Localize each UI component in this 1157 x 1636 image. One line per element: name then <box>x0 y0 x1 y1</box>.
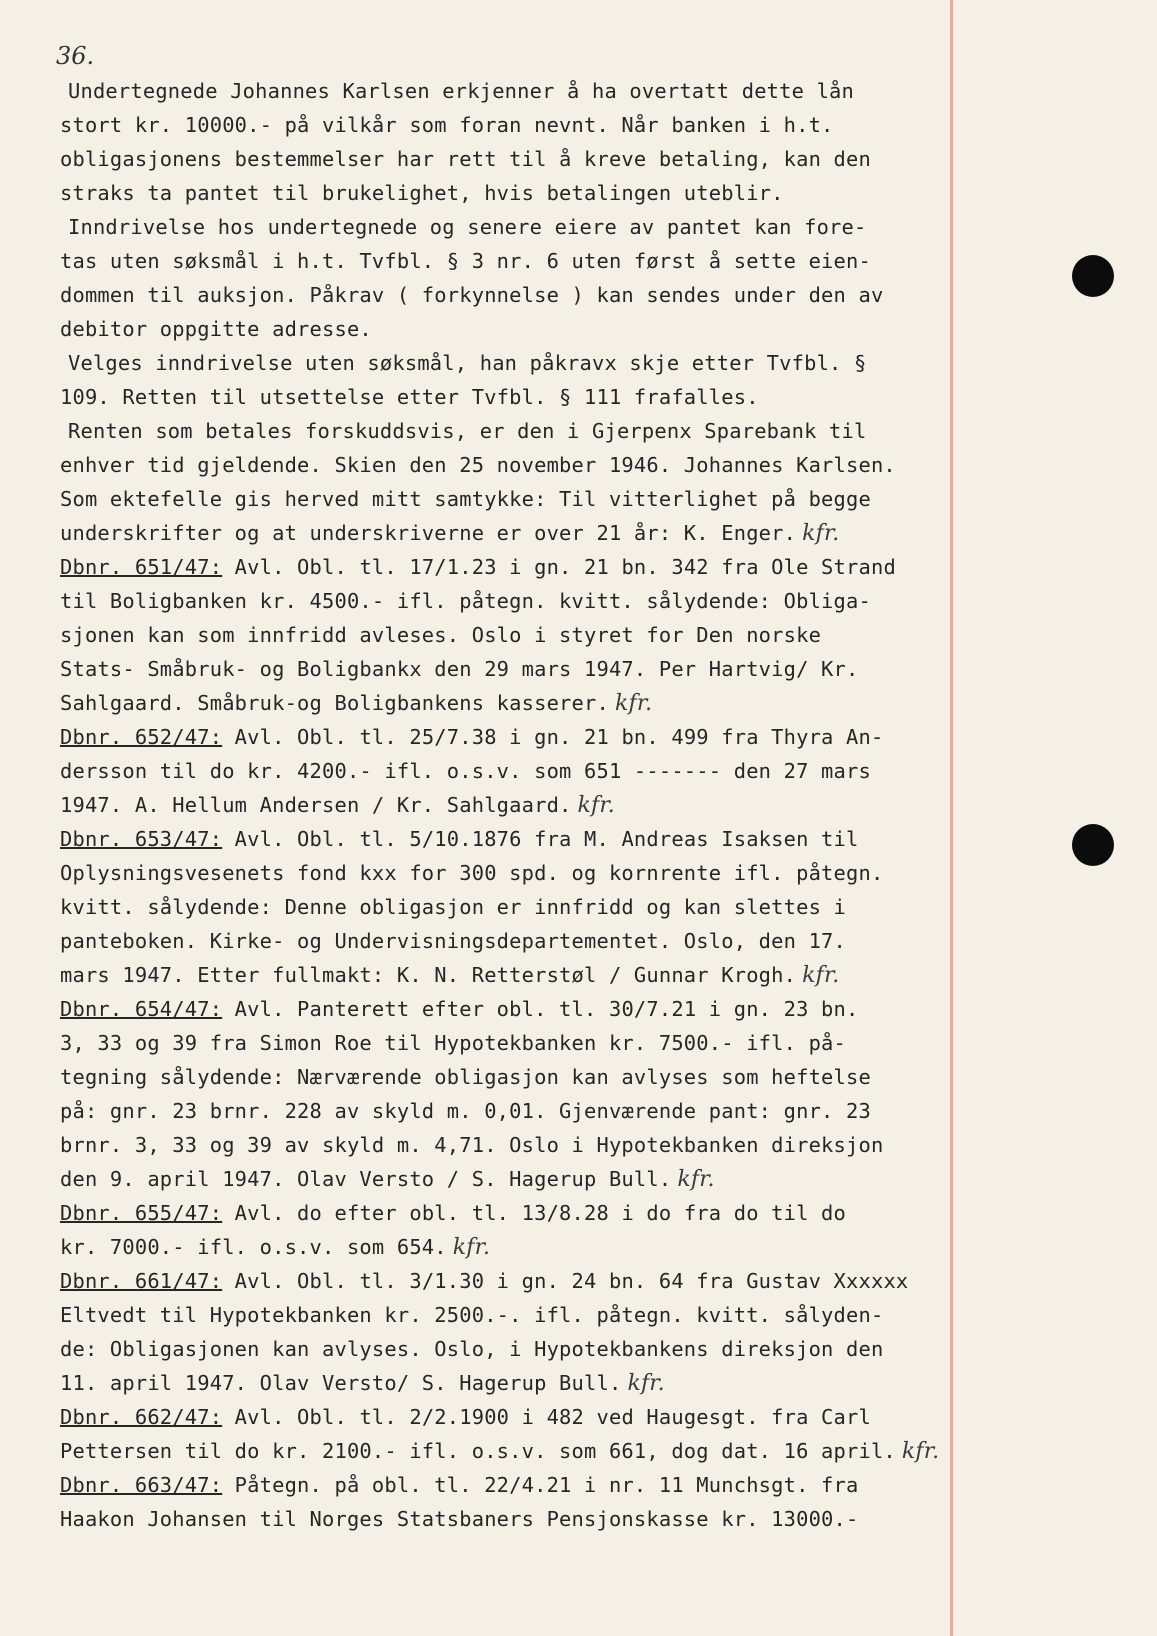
text-span: Avl. Obl. tl. 2/2.1900 i 482 ved Haugesgt. fra Carl <box>222 1405 871 1429</box>
text-line: de: Obligasjonen kan avlyses. Oslo, i Hypotekbankens direksjon den <box>60 1337 884 1361</box>
handwritten-initials: kfr. <box>627 1371 665 1396</box>
text-line: Stats- Småbruk- og Boligbankx den 29 mars 1947. Per Hartvig/ Kr. <box>60 657 859 681</box>
entry-line <box>60 1196 980 1230</box>
text-line: straks ta pantet til brukelighet, hvis betalingen uteblir. <box>60 181 784 205</box>
text-line: på: gnr. 23 brnr. 228 av skyld m. 0,01. Gjenværende pant: gnr. 23 <box>60 1099 871 1123</box>
page-number: 36. <box>56 42 95 70</box>
entry-number: Dbnr. 655/47: <box>60 1201 223 1225</box>
text-line: Haakon Johansen til Norges Statsbaners Pensjonskasse kr. 13000.- <box>60 1507 859 1531</box>
text-line: sjonen kan som innfridd avleses. Oslo i styret for Den norske <box>60 623 822 647</box>
handwritten-initials: kfr. <box>901 1439 940 1464</box>
text-span: kr. 7000.- ifl. o.s.v. som 654. <box>60 1235 447 1259</box>
entry-line <box>60 1400 980 1434</box>
text-span: 11. april 1947. Olav Versto/ S. Hagerup Bull. <box>60 1371 622 1395</box>
entry-number: Dbnr. 661/47: <box>60 1269 223 1293</box>
text-span: Avl. Obl. tl. 5/10.1876 fra M. Andreas Isaksen til <box>222 827 859 851</box>
entry-number: Dbnr. 653/47: <box>60 827 223 851</box>
handwritten-initials: kfr. <box>614 691 653 716</box>
text-line: til Boligbanken kr. 4500.- ifl. påtegn. kvitt. sålydende: Obliga- <box>60 589 871 613</box>
punch-hole <box>1072 824 1114 866</box>
text-line: 109. Retten til utsettelse etter Tvfbl. § 111 frafalles. <box>60 385 759 409</box>
entry-number: Dbnr. 652/47: <box>60 725 223 749</box>
entry-number: Dbnr. 651/47: <box>60 555 223 579</box>
entry-number: Dbnr. 662/47: <box>60 1405 223 1429</box>
text-span: 1947. A. Hellum Andersen / Kr. Sahlgaard. <box>60 793 572 817</box>
text-line: Som ektefelle gis herved mitt samtykke: Til vitterlighet på begge <box>60 487 871 511</box>
text-line: brnr. 3, 33 og 39 av skyld m. 4,71. Oslo i Hypotekbanken direksjon <box>60 1133 884 1157</box>
text-line <box>60 958 980 992</box>
text-line <box>60 686 980 720</box>
text-line: dommen til auksjon. Påkrav ( forkynnelse ) kan sendes under den av <box>60 283 884 307</box>
text-line: Undertegnede Johannes Karlsen erkjenner å ha overtatt dette lån <box>68 79 855 103</box>
punch-hole <box>1072 255 1114 297</box>
text-line <box>60 516 980 550</box>
text-span: Avl. Obl. tl. 17/1.23 i gn. 21 bn. 342 fra Ole Strand <box>222 555 896 579</box>
text-line: Renten som betales forskuddsvis, er den i Gjerpenx Sparebank til <box>68 419 867 443</box>
text-span: Avl. Panterett efter obl. tl. 30/7.21 i gn. 23 bn. <box>222 997 859 1021</box>
text-line: stort kr. 10000.- på vilkår som foran nevnt. Når banken i h.t. <box>60 113 834 137</box>
text-line: dersson til do kr. 4200.- ifl. o.s.v. som 651 ------- den 27 mars <box>60 759 871 783</box>
text-span: den 9. april 1947. Olav Versto / S. Hagerup Bull. <box>60 1167 672 1191</box>
entry-line <box>60 1468 980 1502</box>
text-line: Velges inndrivelse uten søksmål, han påkravx skje etter Tvfbl. § <box>68 351 867 375</box>
entry-number: Dbnr. 654/47: <box>60 997 223 1021</box>
text-span: Pettersen til do kr. 2100.- ifl. o.s.v. som 661, dog dat. 16 april. <box>60 1439 896 1463</box>
text-line: enhver tid gjeldende. Skien den 25 november 1946. Johannes Karlsen. <box>60 453 896 477</box>
handwritten-initials: kfr. <box>802 963 840 988</box>
text-line <box>60 788 980 822</box>
entry-line <box>60 1264 980 1298</box>
entry-number: Dbnr. 663/47: <box>60 1473 223 1497</box>
text-span: Avl. do efter obl. tl. 13/8.28 i do fra do til do <box>222 1201 847 1225</box>
text-line: Inndrivelse hos undertegnede og senere eiere av pantet kan fore- <box>68 215 867 239</box>
entry-line <box>60 822 980 856</box>
handwritten-initials: kfr. <box>802 521 840 546</box>
text-line: Eltvedt til Hypotekbanken kr. 2500.-. ifl. påtegn. kvitt. sålyden- <box>60 1303 884 1327</box>
text-line <box>60 1434 980 1468</box>
text-line: tas uten søksmål i h.t. Tvfbl. § 3 nr. 6 uten først å sette eien- <box>60 249 871 273</box>
entry-line <box>60 550 980 584</box>
text-line: panteboken. Kirke- og Undervisningsdepartementet. Oslo, den 17. <box>60 929 847 953</box>
text-span: underskrifter og at underskriverne er over 21 år: K. Enger. <box>60 521 797 545</box>
text-line: Oplysningsvesenets fond kxx for 300 spd. og kornrente ifl. påtegn. <box>60 861 884 885</box>
text-line: 3, 33 og 39 fra Simon Roe til Hypotekbanken kr. 7500.- ifl. på- <box>60 1031 847 1055</box>
text-line <box>60 1366 980 1400</box>
text-line: debitor oppgitte adresse. <box>60 317 372 341</box>
entry-line <box>60 720 980 754</box>
handwritten-initials: kfr. <box>577 793 615 818</box>
document-body <box>60 74 980 1536</box>
text-span: Avl. Obl. tl. 3/1.30 i gn. 24 bn. 64 fra Gustav Xxxxxx <box>222 1269 909 1293</box>
handwritten-initials: kfr. <box>677 1167 715 1192</box>
entry-line <box>60 992 980 1026</box>
text-line: obligasjonens bestemmelser har rett til å kreve betaling, kan den <box>60 147 871 171</box>
text-span: Avl. Obl. tl. 25/7.38 i gn. 21 bn. 499 fra Thyra An- <box>222 725 884 749</box>
text-line: tegning sålydende: Nærværende obligasjon kan avlyses som heftelse <box>60 1065 871 1089</box>
text-span: Sahlgaard. Småbruk-og Boligbankens kasserer. <box>60 691 609 715</box>
text-line <box>60 1230 980 1264</box>
text-span: mars 1947. Etter fullmakt: K. N. Retterstøl / Gunnar Krogh. <box>60 963 797 987</box>
handwritten-initials: kfr. <box>452 1235 491 1260</box>
text-line <box>60 1162 980 1196</box>
text-span: Påtegn. på obl. tl. 22/4.21 i nr. 11 Munchsgt. fra <box>222 1473 859 1497</box>
text-line: kvitt. sålydende: Denne obligasjon er innfridd og kan slettes i <box>60 895 847 919</box>
